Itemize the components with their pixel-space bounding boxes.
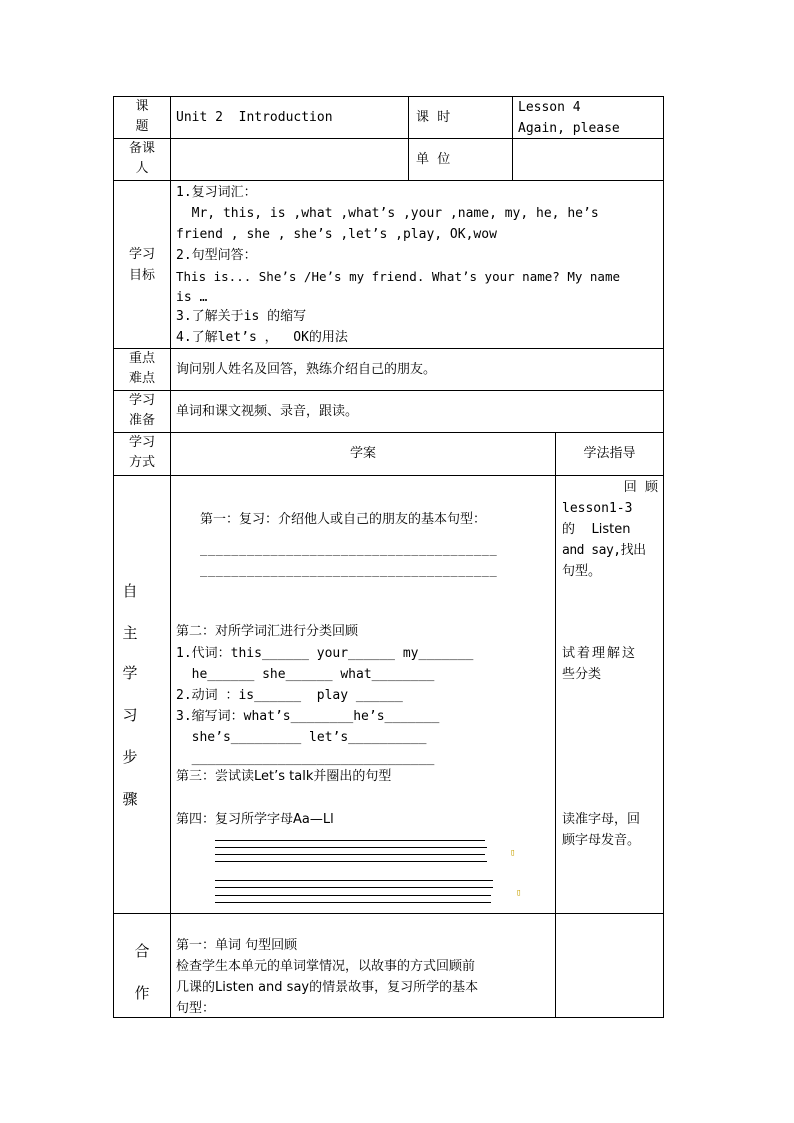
guide2-line-2: 些分类 (562, 667, 602, 682)
cell-coop-guide (555, 913, 664, 1018)
goals-line-8: 4.了解let’s ， OK的用法 (176, 330, 348, 345)
self-label-char-3: 学 (122, 664, 138, 682)
guide2-line-1: 试着理解这 (562, 646, 638, 661)
coop-line-1: 第一：单词 句型回顾 (176, 938, 298, 953)
goals-line-3: friend , she , she’s ,let’s ,play, OK,wow (176, 227, 497, 242)
goals-line-7: 3.了解关于is 的缩写 (176, 309, 307, 324)
step4-text: 第四：复习所学字母Aa—Ll (176, 812, 334, 827)
period-label: 课 时 (416, 110, 451, 125)
step3-text: 第三：尝试读Let’s talk并圈出的句型 (176, 769, 392, 784)
cell-unit (512, 138, 664, 181)
guide1-line-4: and say,找出 (562, 543, 646, 558)
step2-line-6: _______________________________ (176, 751, 435, 766)
step2-text: 第二：对所学词汇进行分类回顾 (176, 624, 359, 639)
step1-blank-2: ______________________________________ (200, 563, 498, 577)
guide1-line-2: lesson1-3 (562, 501, 633, 516)
goals-line-1: 1.复习词汇： (176, 185, 257, 200)
goals-line-5: This is... She’s /He’s my friend. What’s your name? My name (176, 269, 621, 284)
step1-blank-1: ______________________________________ (200, 542, 498, 556)
guide3-line-2: 顾字母发音。 (562, 833, 641, 848)
mark-icon: ▯ (510, 848, 516, 858)
lesson-line1: Lesson 4 (518, 100, 581, 115)
topic-value: Unit 2 Introduction (176, 110, 333, 125)
guide1-line-5: 句型。 (562, 564, 602, 579)
unit-label: 单 位 (416, 152, 451, 167)
plan-header: 学案 (349, 446, 376, 461)
self-label-char-6: 骤 (122, 790, 138, 808)
step2-line-3: 2.动词 ：is______ play ______ (176, 688, 403, 703)
mark-icon: ▯ (516, 888, 522, 898)
step2-line-4: 3.缩写词：what’s________he’s_______ (176, 709, 440, 724)
guide-header: 学法指导 (583, 446, 636, 461)
guide1-line-3: 的 Listen (562, 522, 631, 537)
step2-line-5: she’s_________ let’s__________ (176, 730, 427, 745)
step2-line-2: he______ she______ what________ (176, 667, 435, 682)
preparer-label: 备课 人 (128, 141, 155, 176)
lesson-line2: Again, please (518, 121, 620, 136)
self-label-char-5: 步 (122, 748, 138, 766)
coop-line-2: 检查学生本单元的单词掌情况，以故事的方式回顾前 (176, 959, 476, 974)
goals-line-2: Mr, this, is ,what ,what’s ,your ,name, my, he, he’s (176, 206, 599, 221)
key-text: 询问别人姓名及回答，熟练介绍自己的朋友。 (176, 362, 437, 377)
prep-text: 单词和课文视频、录音，跟读。 (176, 404, 359, 419)
step2-line-1: 1.代词：this______ your______ my_______ (176, 646, 474, 661)
goals-label: 学习 目标 (128, 247, 155, 283)
coop-label-char-2: 作 (134, 984, 150, 1002)
goals-line-4: 2.句型问答： (176, 248, 257, 263)
method-label: 学习 方式 (128, 435, 155, 470)
coop-line-4: 句型： (176, 1001, 216, 1016)
self-label-char-1: 自 (122, 582, 138, 600)
guide3-line-1: 读准字母，回 (562, 812, 641, 827)
key-label: 重点 难点 (128, 351, 155, 386)
cell-preparer (170, 138, 409, 181)
goals-line-6: is … (176, 290, 208, 305)
guide1-line-1: 回 顾 (615, 480, 658, 495)
self-label-char-2: 主 (122, 624, 138, 642)
coop-label-char-1: 合 (134, 942, 150, 960)
topic-label: 课 题 (135, 99, 149, 134)
prep-label: 学习 准备 (128, 393, 155, 428)
step1-text: 第一：复习：介绍他人或自己的朋友的基本句型： (200, 512, 487, 527)
self-label-char-4: 习 (122, 706, 138, 724)
coop-line-3: 几课的Listen and say的情景故事，复习所学的基本 (176, 980, 479, 995)
cell-self-label (113, 475, 171, 914)
